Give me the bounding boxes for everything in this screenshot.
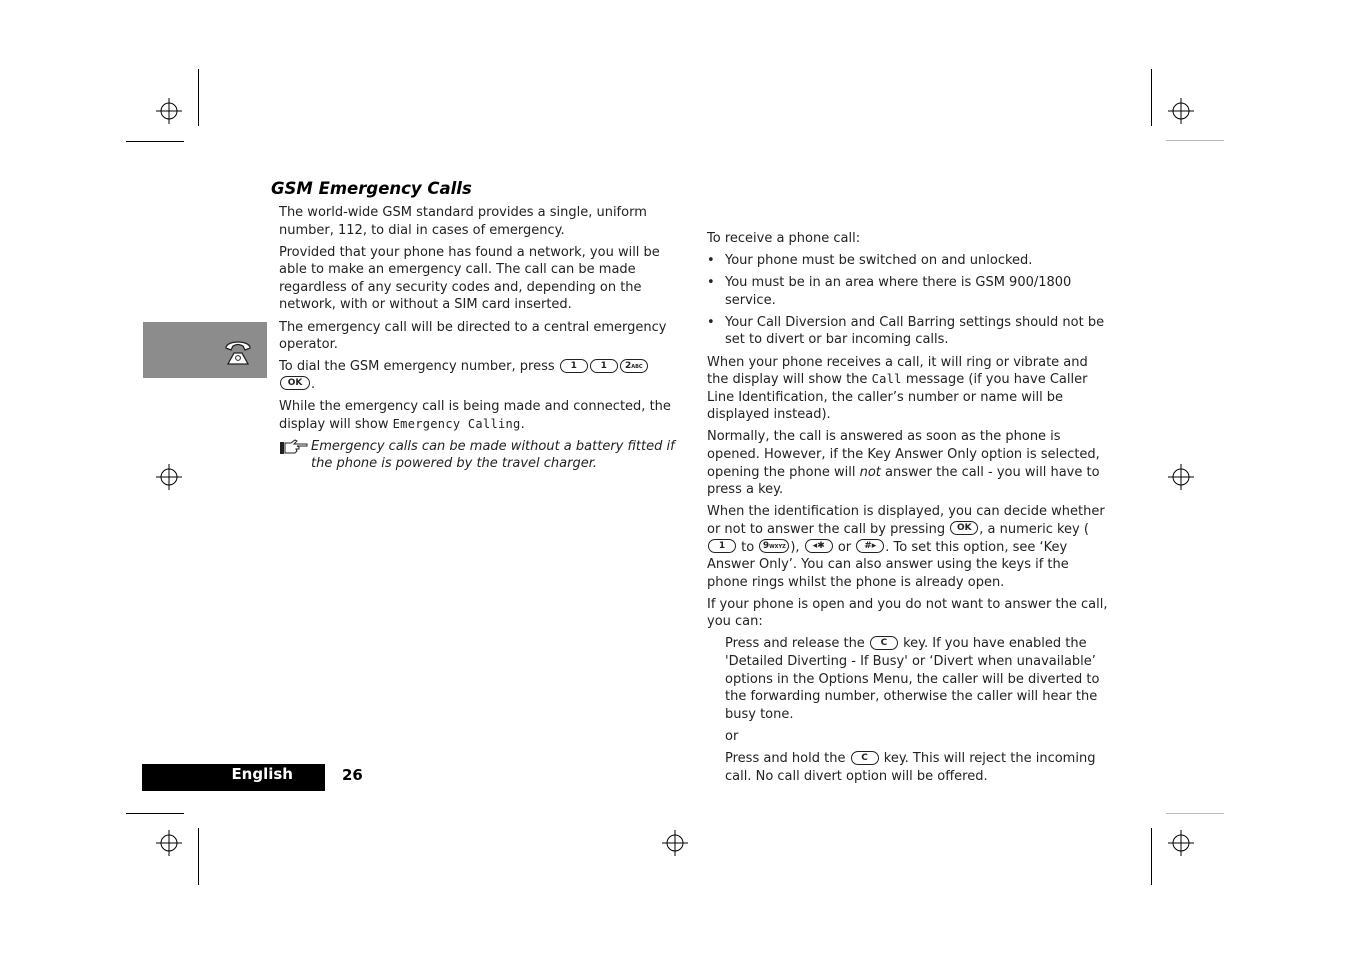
list-item: • Your phone must be switched on and unlocked. — [707, 252, 1112, 270]
registration-crosshair-icon — [156, 464, 182, 490]
paragraph: The world-wide GSM standard provides a single, uniform number, 112, to dial in cases of emergency. — [279, 205, 647, 238]
crop-mark — [126, 141, 184, 142]
key-1-icon: 1 — [560, 359, 588, 373]
key-1-icon: 1 — [708, 539, 736, 553]
star-key-icon: ◂✱ — [805, 539, 833, 553]
note-text: Emergency calls can be made without a battery fitted if the phone is powered by the travel charger. — [311, 438, 675, 472]
registration-crosshair-icon — [662, 830, 688, 856]
option-release: Press and release the C key. If you have enabled the 'Detailed Diverting - If Busy' or ‘Divert when unavailable’ options in the Options Menu, the caller will be diverted to the forwarding number, otherwise the caller will hear the busy tone. — [725, 636, 1100, 722]
registration-crosshair-icon — [1168, 98, 1194, 124]
registration-crosshair-icon — [1168, 830, 1194, 856]
or-separator: or — [725, 728, 739, 744]
requirements-list — [707, 252, 1112, 349]
right-column — [707, 230, 1112, 790]
paragraph: Provided that your phone has found a network, you will be able to make an emergency call. The call can be made regardless of any security codes and, depending on the network, with or without a SIM card inserted. — [279, 244, 660, 313]
option-hold: Press and hold the C key. This will reject the incoming call. No call divert option will be offered. — [725, 751, 1096, 784]
crop-mark — [126, 813, 184, 814]
paragraph: Normally, the call is answered as soon as the phone is opened. However, if the Key Answer Only option is selected, opening the phone will not answer the call - you will have to press a key. — [707, 429, 1100, 498]
key-2-abc-icon: 2ABC — [620, 359, 648, 373]
ok-key-icon: OK — [280, 376, 310, 390]
language-label: English — [142, 764, 325, 791]
crop-mark — [1151, 828, 1152, 885]
crop-mark — [1151, 69, 1152, 126]
list-item: • You must be in an area where there is GSM 900/1800 service. — [707, 274, 1112, 309]
paragraph: If your phone is open and you do not want to answer the call, you can: — [707, 596, 1108, 630]
crop-mark — [198, 69, 199, 126]
paragraph: When your phone receives a call, it will ring or vibrate and the display will show the Call message (if you have Caller Line Identification, the caller’s number or name will be displayed instead). — [707, 354, 1088, 423]
crop-mark — [1166, 140, 1224, 141]
phone-handset-icon — [221, 334, 255, 366]
display-message: Emergency Calling — [392, 416, 521, 431]
ok-key-icon: OK — [950, 521, 978, 535]
pointing-hand-icon — [279, 438, 309, 456]
chapter-tab — [143, 322, 267, 378]
registration-crosshair-icon — [156, 98, 182, 124]
hash-key-icon: #▸ — [856, 539, 884, 553]
paragraph: The emergency call will be directed to a central emergency operator. — [279, 319, 667, 353]
crop-mark — [1166, 813, 1224, 814]
note — [279, 438, 679, 473]
display-message: Call — [871, 372, 902, 387]
list-item: • Your Call Diversion and Call Barring settings should not be set to divert or bar incoming calls. — [707, 314, 1112, 349]
section-title: GSM Emergency Calls — [271, 179, 472, 198]
key-1-icon: 1 — [590, 359, 618, 373]
key-9-wxyz-icon: 9WXYZ — [759, 539, 789, 553]
c-key-icon: C — [851, 751, 879, 765]
paragraph-dial-instructions: To dial the GSM emergency number, press 1 1 2ABCOK . — [279, 358, 679, 393]
page-number: 26 — [342, 766, 363, 784]
registration-crosshair-icon — [156, 830, 182, 856]
left-column — [279, 204, 679, 473]
paragraph: When the identification is displayed, you can decide whether or not to answer the call by pressing OK , a numeric key (1 to 9WXYZ ), ◂✱ or #▸ . To set this option, see ‘Key Answer Only’. You can also answer using the keys if the phone rings whilst the phone is already open. — [707, 504, 1105, 590]
c-key-icon: C — [870, 636, 898, 650]
paragraph-display: While the emergency call is being made and connected, the display will show Emergency Calling. — [279, 398, 671, 432]
registration-crosshair-icon — [1168, 464, 1194, 490]
paragraph: To receive a phone call: — [707, 231, 861, 246]
crop-mark — [198, 828, 199, 885]
